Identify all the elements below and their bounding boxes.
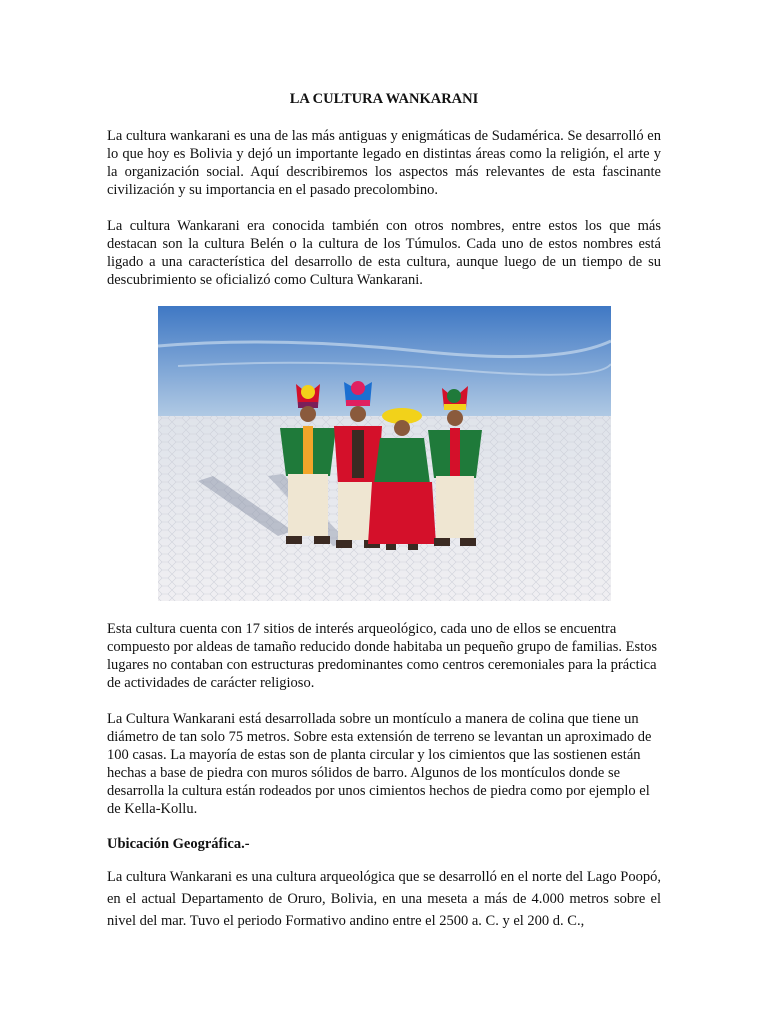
paragraph-location: La cultura Wankarani es una cultura arqueológica que se desarrolló en el norte del Lago Poopó, en el actual Departamento de Oruro, Bolivia, en una meseta a más de 4.000 metros sobre el nivel del mar. Tuvo el periodo Formativo andino entre el 2500 a. C. y el 200 d. C., (107, 869, 661, 929)
paragraph-names: La cultura Wankarani era conocida también con otros nombres, entre estos los que más destacan son la cultura Belén o la cultura de los Túmulos. Cada uno de estos nombres está ligado a una característica del desarrollo de esta cultura, aunque luego de un tiempo de su descubrimiento se oficializó como Cultura Wankarani. (107, 218, 661, 288)
paragraph-intro: La cultura wankarani es una de las más antiguas y enigmáticas de Sudamérica. Se desarrolló en lo que hoy es Bolivia y dejó un importante legado en distintas áreas como la religión, el arte y la organización social. Aquí describiremos los aspectos más relevantes de esta fascinante civilización y su importancia en el pasado precolombino. (107, 128, 661, 198)
document-title: LA CULTURA WANKARANI (289, 91, 479, 107)
paragraph-mound: La Cultura Wankarani está desarrollada sobre un montículo a manera de colina que tiene un diámetro de tan solo 75 metros. Sobre esta extensión de terreno se levantan un aproximado de 100 casas. La mayoría de estas son de planta circular y los cimientos que las sostienen están hechas a base de piedra con muros sólidos de barro. Algunos de los montículos donde se desarrolla la cultura están rodeados por unos cimientos hechos de piedra como por ejemplo el de Kella-Kollu. (107, 711, 652, 817)
section-heading-location: Ubicación Geográfica.- (107, 836, 250, 852)
paragraph-sites: Esta cultura cuenta con 17 sitios de interés arqueológico, cada uno de ellos se encuentra compuesto por aldeas de tamaño reducido donde habitaba un pequeño grupo de familias. Estos lugares no contaban con estructuras predominantes como centros ceremoniales para la práctica de actividades de carácter religioso. (107, 621, 658, 691)
wankarani-people-photo (158, 306, 611, 601)
